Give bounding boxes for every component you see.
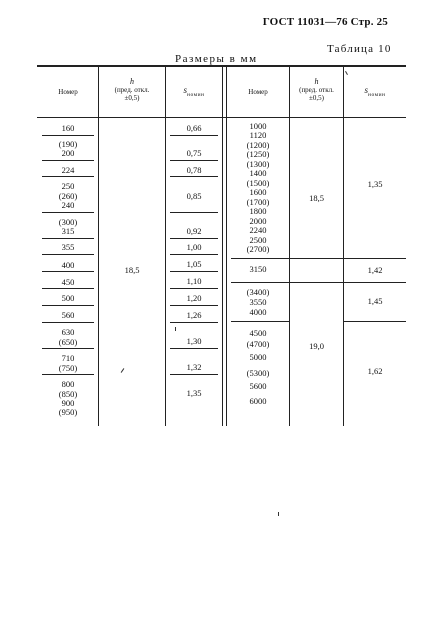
right-number: 3550 bbox=[249, 297, 267, 307]
right-s-value: 1,35 bbox=[367, 179, 383, 189]
left-s-value: 1,00 bbox=[186, 242, 202, 252]
left-s-value: 0,66 bbox=[186, 123, 202, 133]
header-cell-number-left bbox=[38, 88, 98, 96]
right-number: 5600 bbox=[249, 381, 267, 391]
right-number: (5300) bbox=[246, 368, 270, 378]
left-number: 710 bbox=[61, 353, 75, 363]
left-s-value: 1,05 bbox=[186, 259, 202, 269]
left-number: 250 bbox=[61, 181, 75, 191]
left-number: 355 bbox=[61, 242, 75, 252]
left-number: 200 bbox=[61, 148, 75, 158]
left-s-value: 1,10 bbox=[186, 276, 202, 286]
right-number: (2700) bbox=[246, 244, 270, 254]
right-number: 3150 bbox=[249, 264, 267, 274]
right-number: 1400 bbox=[249, 168, 267, 178]
left-number: (950) bbox=[58, 407, 78, 417]
header-h-left: h bbox=[130, 77, 134, 86]
right-number: 5000 bbox=[249, 352, 267, 362]
right-number: 6000 bbox=[249, 396, 267, 406]
header-h-right: h bbox=[314, 77, 319, 86]
right-number: (1200) bbox=[246, 140, 270, 150]
left-s-value: 0,85 bbox=[186, 191, 202, 201]
right-number: (3400) bbox=[246, 287, 270, 297]
header-number-right: Номер bbox=[248, 88, 268, 96]
header-cell-h-left bbox=[99, 78, 165, 102]
right-h-value: 18,5 bbox=[309, 193, 324, 203]
left-number: (190) bbox=[58, 139, 78, 149]
left-s-value: 0,78 bbox=[186, 165, 202, 175]
left-number: (650) bbox=[58, 337, 78, 347]
left-s-value: 0,92 bbox=[186, 226, 202, 236]
right-number: (1700) bbox=[246, 197, 270, 207]
left-number: 224 bbox=[61, 165, 75, 175]
left-s-value: 1,20 bbox=[186, 293, 202, 303]
right-number: (4700) bbox=[246, 339, 270, 349]
right-s-value: 1,45 bbox=[367, 296, 383, 306]
right-number: 2000 bbox=[249, 216, 267, 226]
left-number: 450 bbox=[61, 277, 75, 287]
right-number: (1250) bbox=[246, 149, 270, 159]
left-number: 160 bbox=[61, 123, 75, 133]
header-cell-number-right bbox=[227, 88, 289, 96]
right-number: 4500 bbox=[249, 328, 267, 338]
left-number: 315 bbox=[61, 226, 75, 236]
left-s-value: 1,30 bbox=[186, 336, 202, 346]
header-h-note1-right: (пред. откл. bbox=[299, 86, 334, 94]
left-h-value: 18,5 bbox=[124, 265, 140, 275]
header-cell-s-right bbox=[344, 86, 406, 99]
left-number: 630 bbox=[61, 327, 75, 337]
left-s-value: 1,26 bbox=[186, 310, 202, 320]
right-number: 4000 bbox=[249, 307, 267, 317]
right-number: 1600 bbox=[249, 187, 267, 197]
right-number: 1800 bbox=[249, 206, 267, 216]
left-number: 240 bbox=[61, 200, 75, 210]
header-s-right: $s_{номин}$ bbox=[364, 85, 386, 98]
header-h-note2-right: ±0,5) bbox=[309, 94, 324, 102]
right-number: 1000 bbox=[249, 121, 267, 131]
left-number: 900 bbox=[61, 398, 75, 408]
left-s-value: 1,35 bbox=[186, 388, 202, 398]
table-caption: Размеры в мм bbox=[175, 53, 258, 65]
header-h-note1-left: (пред. откл. bbox=[114, 86, 150, 94]
header-cell-h-right bbox=[290, 78, 343, 102]
left-number: (750) bbox=[58, 363, 78, 373]
left-number: (300) bbox=[58, 217, 78, 227]
right-number: 1120 bbox=[249, 130, 267, 140]
left-number: 500 bbox=[61, 293, 75, 303]
left-number: 400 bbox=[61, 260, 75, 270]
right-number: (1300) bbox=[246, 159, 270, 169]
left-number: (850) bbox=[58, 389, 78, 399]
left-number: 800 bbox=[61, 379, 75, 389]
right-s-value: 1,62 bbox=[367, 366, 383, 376]
right-number: (1500) bbox=[246, 178, 270, 188]
header-cell-s-left bbox=[166, 86, 222, 99]
header-h-note2-left: ±0,5) bbox=[124, 94, 140, 102]
header-s-left: $s_{номин}$ bbox=[183, 85, 205, 98]
left-number: (260) bbox=[58, 191, 78, 201]
right-s-value: 1,42 bbox=[367, 265, 383, 275]
table-label: Таблица 10 bbox=[327, 43, 392, 55]
right-h-value: 19,0 bbox=[309, 341, 324, 351]
header-number-left: Номер bbox=[58, 88, 78, 96]
page-header: ГОСТ 11031—76 Стр. 25 bbox=[262, 16, 388, 28]
left-s-value: 1,32 bbox=[186, 362, 202, 372]
left-s-value: 0,75 bbox=[186, 148, 202, 158]
left-number: 560 bbox=[61, 310, 75, 320]
right-number: 2240 bbox=[249, 225, 267, 235]
right-number: 2500 bbox=[249, 235, 267, 245]
